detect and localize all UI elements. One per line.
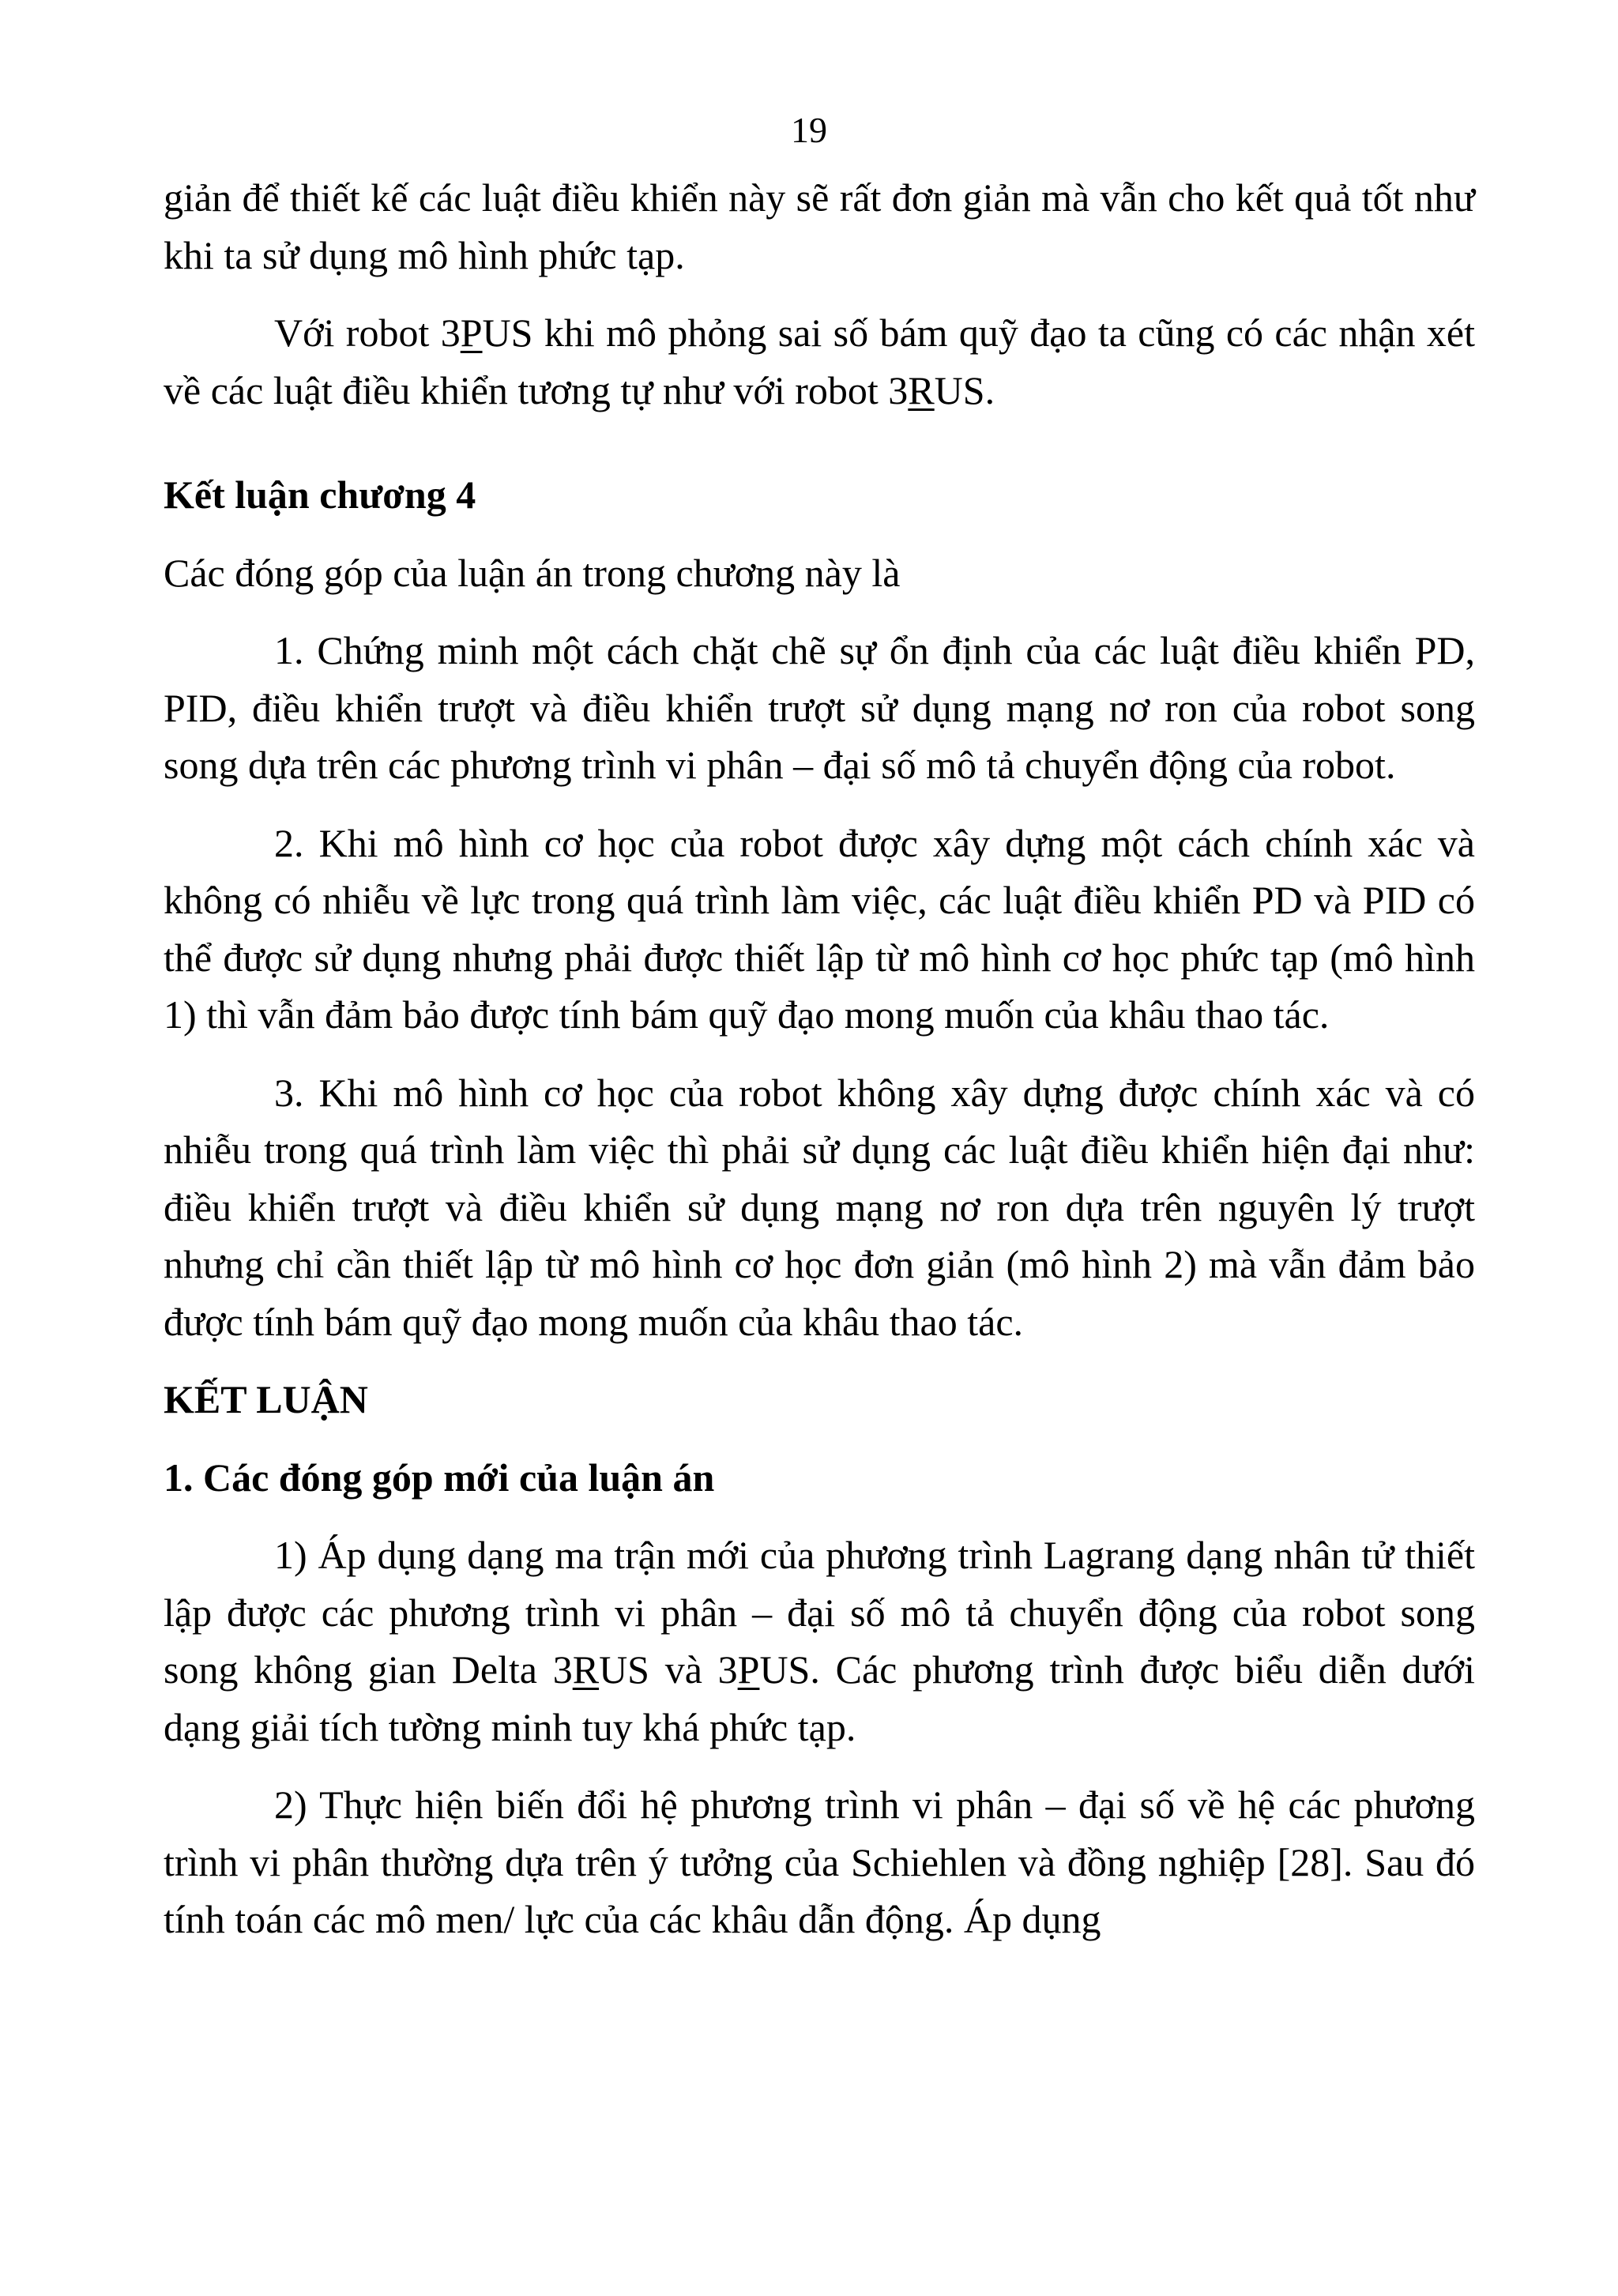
conclusion-heading: KẾT LUẬN: [164, 1377, 368, 1421]
underlined-joint-letter: P: [460, 311, 483, 355]
page-number: 19: [791, 110, 827, 150]
text-run: US. Các phương trình được biểu diễn dưới dạng giải tích tường minh tuy khá phức tạp.: [164, 1647, 1475, 1749]
text-run: US.: [934, 367, 995, 412]
text-run: Với robot 3: [274, 311, 461, 355]
contribution-item-2: 2. Khi mô hình cơ học của robot được xây dựng một cách chính xác và không có nhiễu về lực trong quá trình làm việc, các luật điều khiển PD và PID có thể được sử dụng nhưng phải được thiết lập từ mô hình cơ học phức tạp (mô hình 1) thì vẫn đảm bảo được tính bám quỹ đạo mong muốn của khâu thao tác.: [164, 820, 1475, 1037]
new-contributions-heading: 1. Các đóng góp mới của luận án: [164, 1455, 715, 1500]
text-run: US khi mô phỏng sai số bám quỹ đạo ta cũng có các nhận xét về các luật điều khiển tương tự như với robot 3: [164, 311, 1475, 412]
contribution-item-3: 3. Khi mô hình cơ học của robot không xây dựng được chính xác và có nhiễu trong quá trình làm việc thì phải sử dụng các luật điều khiển hiện đại như: điều khiển trượt và điều khiển sử dụng mạng nơ ron dựa trên nguyên lý trượt nhưng chỉ cần thiết lập từ mô hình cơ học đơn giản (mô hình 2) mà vẫn đảm bảo được tính bám quỹ đạo mong muốn của khâu thao tác.: [164, 1070, 1475, 1344]
paragraph-continuation: giản để thiết kế các luật điều khiển này sẽ rất đơn giản mà vẫn cho kết quả tốt như khi ta sử dụng mô hình phức tạp.: [164, 175, 1475, 277]
new-contribution-item-1: [164, 1526, 1475, 1756]
underlined-joint-letter: P: [737, 1647, 760, 1692]
page-body: [164, 169, 1475, 1948]
contribution-item-1: 1. Chứng minh một cách chặt chẽ sự ổn định của các luật điều khiển PD, PID, điều khiển trượt và điều khiển trượt sử dụng mạng nơ ron của robot song song dựa trên các phương trình vi phân – đại số mô tả chuyển động của robot.: [164, 628, 1475, 787]
text-run: 1) Áp dụng dạng ma trận mới của phương trình Lagrang dạng nhân tử thiết lập được các phương trình vi phân – đại số mô tả chuyển động của robot song song không gian Delta 3: [164, 1533, 1475, 1692]
new-contribution-item-2: 2) Thực hiện biến đổi hệ phương trình vi phân – đại số về hệ các phương trình vi phân thường dựa trên ý tưởng của Schiehlen và đồng nghiệp [28]. Sau đó tính toán các mô men/ lực của các khâu dẫn động. Áp dụng: [164, 1782, 1475, 1941]
chapter-conclusion-heading: Kết luận chương 4: [164, 472, 476, 517]
underlined-joint-letter: R: [908, 367, 935, 412]
chapter-conclusion-intro: Các đóng góp của luận án trong chương này là: [164, 550, 901, 595]
text-run: US và 3: [599, 1647, 738, 1692]
paragraph-3pus-remark: [164, 304, 1475, 419]
underlined-joint-letter: R: [572, 1647, 600, 1692]
